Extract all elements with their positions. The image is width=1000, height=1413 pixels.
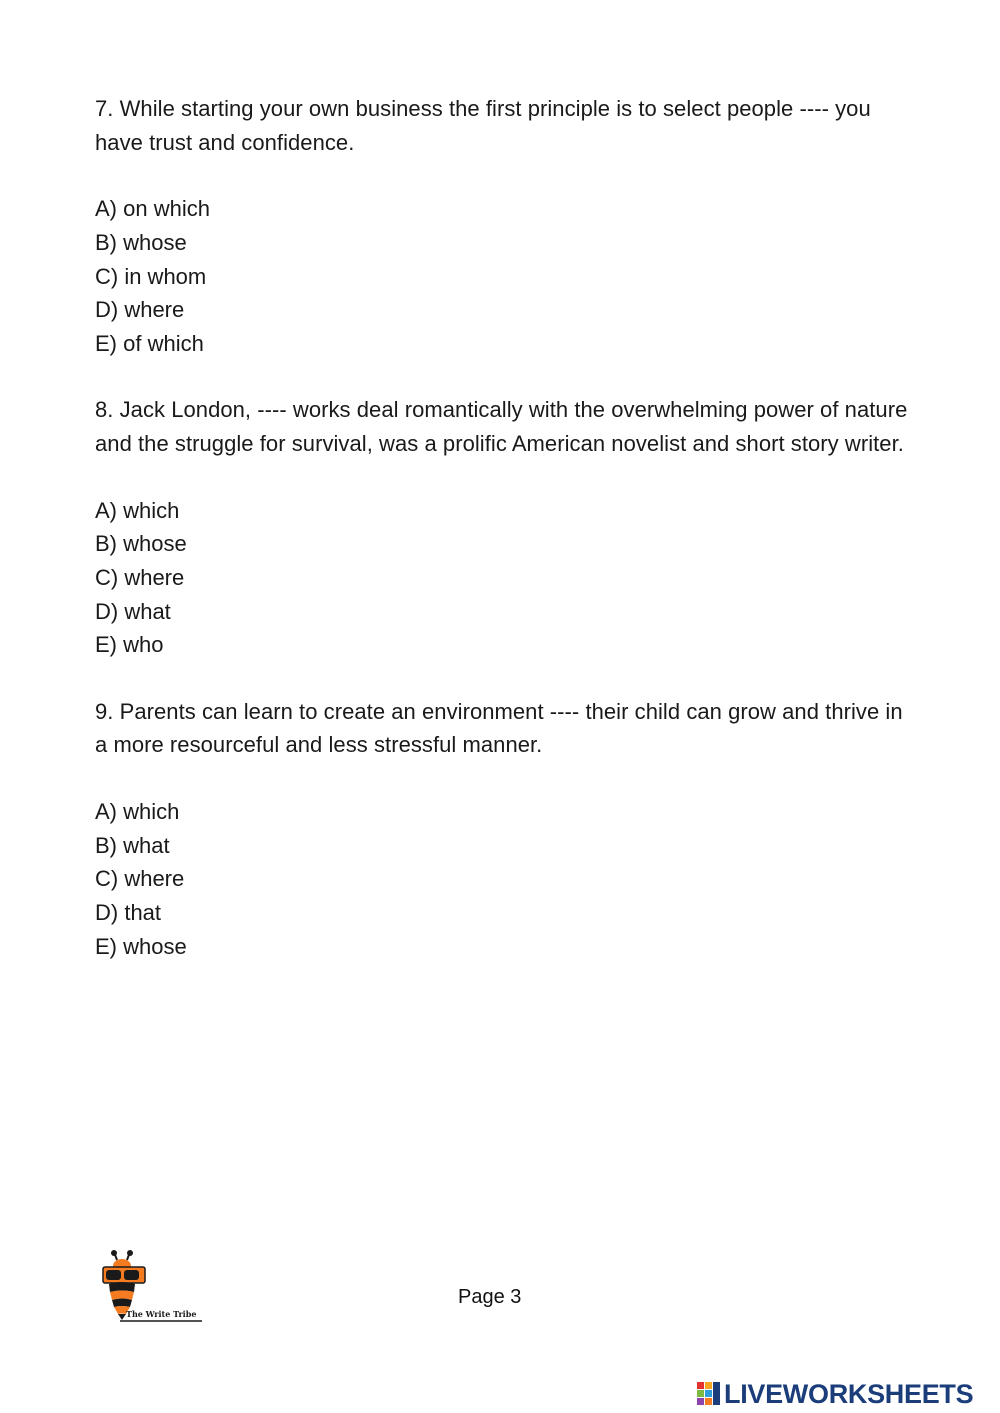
answer-option[interactable]: D) where [95, 297, 185, 323]
answer-option[interactable]: D) that [95, 899, 162, 925]
answer-option[interactable]: C) where [95, 564, 185, 590]
answer-options [95, 192, 915, 360]
question-7 [95, 92, 915, 360]
answer-option[interactable]: A) on which [95, 196, 210, 222]
svg-text:The Write Tribe: The Write Tribe [126, 1309, 197, 1319]
question-stem: 8. Jack London, ---- works deal romantically with the overwhelming power of nature and the struggle for survival, was a prolific American novelist and short story writer. [95, 397, 908, 457]
question-stem: 9. Parents can learn to create an environment ---- their child can grow and thrive in a more resourceful and less stressful manner. [95, 698, 903, 758]
liveworksheets-logo-icon [697, 1382, 721, 1406]
answer-options [95, 494, 915, 662]
answer-option[interactable]: B) what [95, 832, 170, 858]
question-stem: 7. While starting your own business the first principle is to select people ---- you have trust and confidence. [95, 96, 871, 155]
answer-option[interactable]: B) whose [95, 230, 187, 255]
answer-option[interactable]: C) where [95, 866, 185, 892]
question-9 [95, 695, 915, 963]
answer-option[interactable]: E) whose [95, 933, 187, 959]
answer-option[interactable]: E) who [95, 632, 164, 658]
write-tribe-bee-logo [100, 1250, 208, 1328]
question-list [95, 92, 915, 996]
answer-option[interactable]: A) which [95, 799, 180, 825]
answer-options [95, 795, 915, 963]
answer-option[interactable]: C) in whom [95, 263, 207, 289]
liveworksheets-brand [697, 1376, 973, 1412]
answer-option[interactable]: D) what [95, 598, 171, 624]
page-number: Page 3 [458, 1286, 522, 1308]
answer-option[interactable]: B) whose [95, 531, 187, 557]
answer-option[interactable]: A) which [95, 497, 180, 523]
answer-option[interactable]: E) of which [95, 330, 204, 356]
question-8 [95, 393, 915, 661]
brand-name: LIVEWORKSHEETS [724, 1378, 974, 1409]
